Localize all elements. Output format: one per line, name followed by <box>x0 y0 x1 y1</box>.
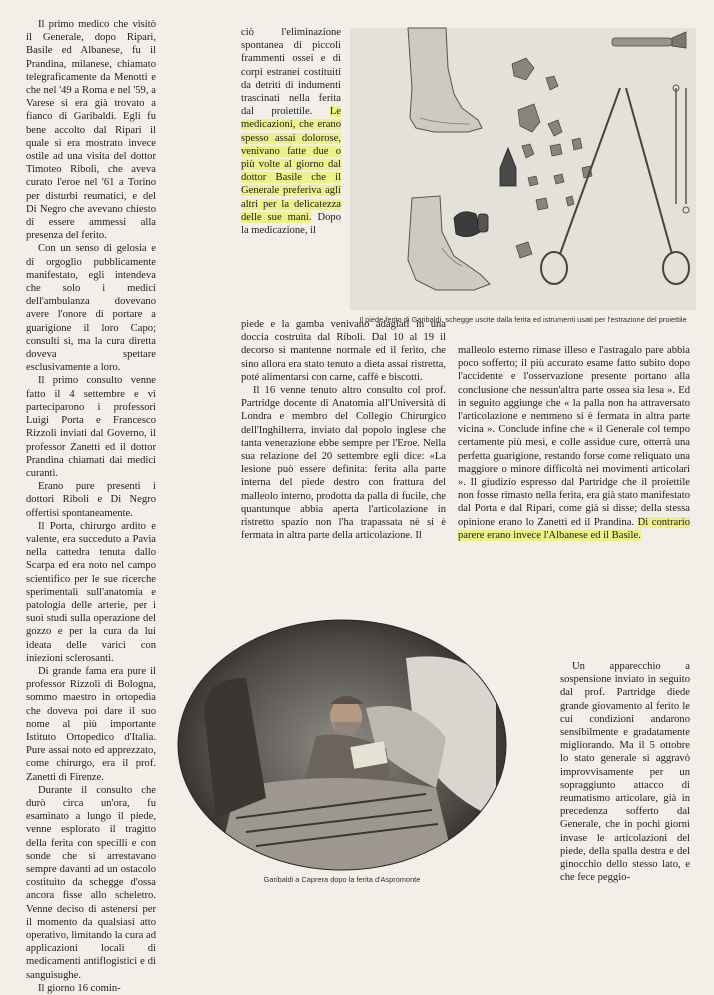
article-column-middle-wide <box>241 318 446 608</box>
paragraph: Di grande fama era pure il professor Rizzoli di Bologna, sommo maestro in ortopedia che doveva poi dare il suo nome al più importante Istituto Ortopedico d'Italia. Pure assai noto ed apprezzato, come chirurgo, era il prof. Zanetti di Firenze. <box>26 665 156 783</box>
figure-caption-top: Il piede ferito di Garibaldi, schegge uscite dalla ferita ed istrumenti usati per l'estrazione del proiettile <box>359 315 687 324</box>
paragraph: Durante il consulto che durò circa un'ora, fu esaminato a lungo il piede, venne esplorato il tragitto della ferita con specilli e con sonde che si arrestavano sempre davanti ad un ostacolo costituito da schegge d'ossa ancora fisse allo scheletro. Venne deciso di astenersi per il momento da qualsiasi atto operativo, limitando la cura ad applicazioni locali di medicamenti antiflogistici e di sanguisughe. <box>26 784 156 981</box>
article-column-right-narrow <box>560 660 690 900</box>
paragraph: Un apparecchio a sospensione inviato in seguito dal prof. Partridge diede grande giovamento al ferito le cui condizioni andarono sensibilmente e gradatamente migliorando. Ma il 5 ottobre lo stato generale si aggravò improvvisamente per un sopraggiunto attacco di reumatismo articolare, già in precedenza sofferto dal Generale, che in pochi giorni invase le articolazioni del piede, della spalla destra e del ginocchio dello stesso lato, e che fece peggio- <box>560 661 690 884</box>
paragraph: Il giorno 16 comin- <box>38 982 121 994</box>
garibaldi-portrait-illustration <box>176 618 508 872</box>
text-run: Dopo la medicazione, il <box>241 211 341 237</box>
foot-instruments-illustration <box>350 28 696 310</box>
article-column-left <box>26 18 156 994</box>
highlighted-text: Le medicazioni, che erano spesso assai dolorose, venivano fatte due o più volte al giorno dal dottor Basile che il Generale preferiva agli altri per la delicatezza delle sue mani. <box>241 106 341 223</box>
figure-foot-and-instruments <box>350 28 696 310</box>
paragraph: Con un senso di gelosia e di orgoglio pubblicamente manifestato, egli intendeva che solo i medici dell'ambulanza dovevano avere l'onore di portare a guarigione il loro Capo; consulti sì, ma la cura diretta doveva spettare esclusivamente a loro. <box>26 243 156 374</box>
article-column-right <box>458 344 690 636</box>
paragraph: Il primo medico che visitò il Generale, dopo Ripari, Basile ed Albanese, fu il Prandina, milanese, chiamato telegraficamente da Menotti e che nel '49 a Roma e nel '59, a Varese si era già trovato a fianco di Garibaldi. Egli fu bene accolto dal Ripari il quale si era mostrato invece ostile ad una visita del dottor Timoteo Riboli, che aveva curato l'eroe nel '61 a Torino per disturbi reumatici, e del Di Negro che avevano chiesto di essere ammessi alla presenza del ferito. <box>26 19 156 242</box>
paragraph <box>241 26 341 237</box>
highlighted-text: Di contrario parere erano invece l'Albanese ed il Basile. <box>458 516 691 541</box>
paragraph: Il primo consulto venne fatto il 4 settembre e vi parteciparono i professori Luigi Porta e Francesco Rizzoli inviati dal Governo, il professor Zanetti ed il dottor Prandina chiamati dai medici curanti. <box>26 375 156 479</box>
text-run: ciò l'eliminazione spontanea di piccoli frammenti ossei e di corpi estranei costituiti da detriti di indumenti trascinati nella ferita dal proiettile. <box>241 27 341 118</box>
text-run: malleolo esterno rimase illeso e l'astragalo pare abbia poco sofferto; il più accurato esame fatto subito dopo l'accidente e l'osservazione presente portano alla conclusione che nessun'altra parte ossea sia lesa ». Ed in seguito aggiunge che « la palla non ha attraversato l'articolazione e nemmeno si è fermata in altra parte vicina ». Conclude infine che « il Generale col tempo certamente più mesi, e colle assidue cure, otterrà una perfetta guarigione, restando forse come reliquato una maggiore o minore difficoltà nei movimenti articolari ». Il giudizio espresso dal Partridge che il proiettile non fosse rimasto nella ferita, era già stato manifestato dal Porta e dal Ripari, come già si disse; della stessa opinione erano lo Zanetti ed il Prandina. <box>458 345 690 528</box>
paragraph: Il 16 venne tenuto altro consulto col prof. Partridge docente di Anatomia all'Università di Londra e membro del Collegio Chirurgico dell'Inghilterra, inviato dal popolo inglese che tanta venerazione ebbe sempre per l'Eroe. Nella sua relazione del 20 settembre egli dice: «La lesione può essere definita: ferita alla parte interna del piede destro con frattura del malleolo interno, prodotta da palla di fucile, che quantunque abbia aperta l'articolazione in ristretto spazio non l'ha trapassata nè si è fermata in altra parte della articolazione. Il <box>241 385 446 542</box>
article-column-middle-narrow <box>241 26 341 318</box>
paragraph: piede e la gamba venivano adagiati in una doccia costruita dal Riboli. Dal 10 al 19 il decorso si mantenne normale ed il ferito, che sino allora era stato tenuto a dieta assai ristretta, poté alimentarsi con carne, caffè e biscotti. <box>241 319 446 383</box>
paragraph <box>458 344 690 542</box>
paragraph: Il Porta, chirurgo ardito e valente, era succeduto a Pavia nella cattedra tenuta dallo Scarpa ed era noto nel campo scientifico per le sue ricerche sperimentali sull'anatomia e patologia delle arterie, per i suoi studi sulla operazione del gozzo e per la cura da lui ideata delle varici con iniezioni sclerosanti. <box>26 520 156 664</box>
figure-caption-bottom: Garibaldi a Caprera dopo la ferita d'Aspromonte <box>263 875 421 884</box>
paragraph: Erano pure presenti i dottori Riboli e Di Negro offertisi spontaneamente. <box>26 481 156 519</box>
figure-garibaldi-caprera <box>176 618 508 872</box>
